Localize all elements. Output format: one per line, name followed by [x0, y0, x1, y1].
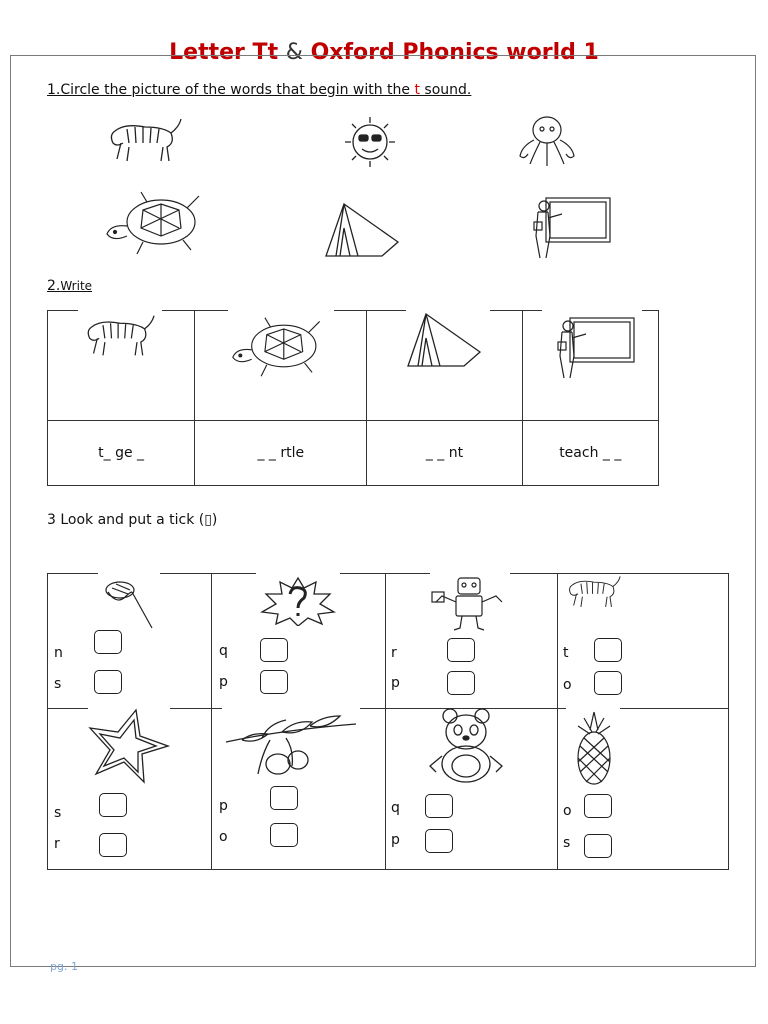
option-letter: p: [219, 798, 228, 814]
option-letter: r: [391, 645, 397, 661]
question-mark-icon: [258, 576, 338, 626]
instruction-text: 1.Circle the picture of the words that begin with the: [47, 82, 415, 98]
tick-checkbox[interactable]: [425, 829, 453, 853]
option-letter: p: [391, 675, 400, 691]
section-2-label: Write: [60, 279, 93, 293]
tick-checkbox[interactable]: [94, 630, 122, 654]
tick-checkbox[interactable]: [99, 833, 127, 857]
option-letter: p: [219, 674, 228, 690]
tent-icon[interactable]: [322, 198, 402, 260]
tick-checkbox[interactable]: [270, 823, 298, 847]
option-letter: o: [563, 677, 572, 693]
instruction-suffix: sound.: [419, 82, 472, 98]
teacher-icon: [542, 312, 638, 380]
tick-checkbox[interactable]: [94, 670, 122, 694]
option-letter: s: [54, 805, 62, 821]
star-icon: [86, 708, 170, 784]
panda-icon: [428, 708, 504, 784]
word-blank-3[interactable]: _ _ nt: [367, 421, 522, 486]
highlight-letter: t: [414, 82, 420, 98]
option-letter: p: [391, 832, 400, 848]
section-2-heading: [47, 278, 92, 294]
option-letter: r: [54, 836, 60, 852]
tiger-icon: [80, 310, 160, 362]
sun-icon[interactable]: [340, 113, 400, 171]
tent-icon: [404, 308, 484, 370]
olive-branch-icon: [222, 710, 360, 782]
tick-checkbox[interactable]: [594, 671, 622, 695]
section-2-number: 2.: [47, 278, 61, 294]
option-letter: s: [54, 676, 62, 692]
option-letter: n: [54, 645, 63, 661]
tick-checkbox[interactable]: [260, 638, 288, 662]
octopus-icon[interactable]: [514, 112, 580, 170]
option-letter: t: [563, 645, 569, 661]
tick-checkbox[interactable]: [594, 638, 622, 662]
section-3-heading: 3 Look and put a tick (▯): [47, 512, 218, 528]
tick-checkbox[interactable]: [260, 670, 288, 694]
tick-checkbox[interactable]: [584, 794, 612, 818]
tiger-icon: [562, 572, 626, 612]
word-blank-1[interactable]: t_ ge _: [48, 421, 195, 486]
option-letter: o: [219, 829, 228, 845]
section-1-instruction: [47, 82, 471, 98]
border-gap: [98, 571, 160, 575]
option-letter: o: [563, 803, 572, 819]
tick-checkbox[interactable]: [584, 834, 612, 858]
tick-checkbox[interactable]: [425, 794, 453, 818]
title-part-2: Oxford Phonics world 1: [302, 40, 599, 65]
border-gap: [256, 571, 340, 575]
tick-checkbox[interactable]: [99, 793, 127, 817]
net-icon: [102, 578, 158, 630]
page-number: pg. 1: [50, 960, 78, 973]
title-part-1: Letter Tt: [169, 40, 286, 65]
option-letter: q: [219, 643, 228, 659]
title-ampersand: &: [285, 40, 303, 65]
tick-checkbox[interactable]: [270, 786, 298, 810]
turtle-icon: [228, 312, 332, 380]
word-blank-4[interactable]: teach _ _: [522, 421, 658, 486]
tick-checkbox[interactable]: [447, 671, 475, 695]
word-blank-2[interactable]: _ _ rtle: [195, 421, 367, 486]
robot-icon: [430, 574, 510, 632]
teacher-icon[interactable]: [518, 192, 614, 260]
pineapple-icon: [570, 710, 618, 786]
turtle-icon[interactable]: [103, 186, 211, 258]
tick-checkbox[interactable]: [447, 638, 475, 662]
option-letter: s: [563, 835, 571, 851]
tiger-icon[interactable]: [105, 113, 185, 168]
option-letter: q: [391, 800, 400, 816]
